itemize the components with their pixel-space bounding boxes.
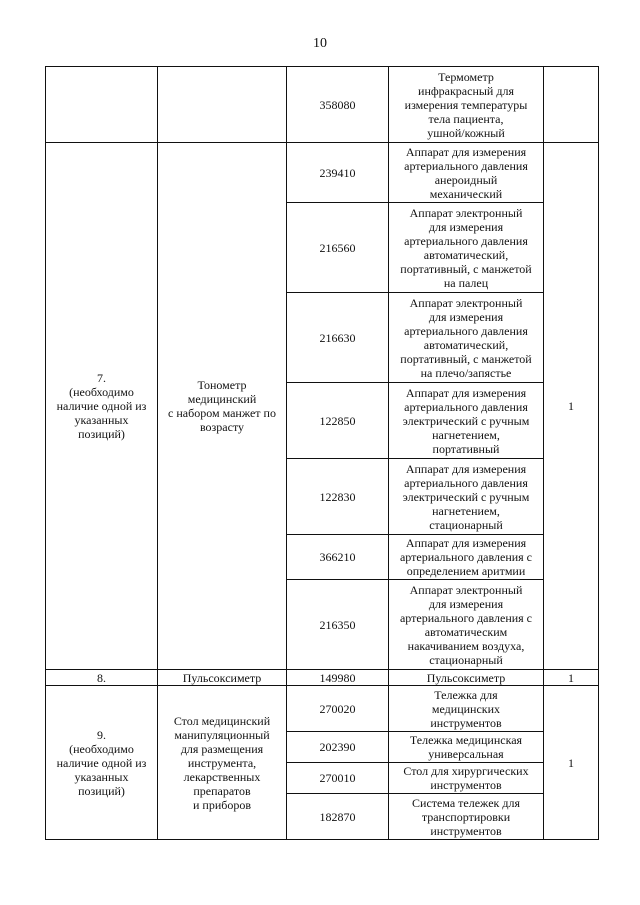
quantity-cell: 1: [544, 686, 599, 840]
description-line: автоматическим: [424, 624, 508, 639]
name-line: препаратов: [193, 783, 251, 798]
code-cell: 182870: [287, 794, 389, 840]
description-line: Аппарат для измерения: [405, 536, 527, 550]
name-line: Стол медицинский: [173, 713, 271, 728]
description-line: артериального давления: [404, 158, 528, 173]
code-cell: 239410: [287, 143, 389, 203]
position-line: (необходимо: [69, 741, 134, 756]
description-cell: [389, 67, 544, 143]
quantity-cell: 1: [544, 143, 599, 670]
description-line: механический: [429, 186, 503, 201]
description-line: Аппарат для измерения: [405, 461, 527, 476]
table-row: [46, 670, 599, 686]
description-line: артериального давления: [404, 475, 528, 490]
page-number: 10: [313, 36, 327, 51]
name-line: Тонометр: [197, 378, 247, 392]
name-line: лекарственных: [183, 769, 261, 784]
description-cell: [389, 459, 544, 535]
table-body: [46, 67, 599, 840]
position-line: указанных: [74, 769, 129, 784]
position-line: 9.: [97, 727, 106, 742]
description-line: стационарный: [429, 517, 503, 532]
description-line: артериального давления: [404, 323, 528, 338]
code-cell: 122850: [287, 383, 389, 459]
description-line: Аппарат электронный: [409, 205, 523, 220]
name-cell: Пульсоксиметр: [158, 670, 287, 686]
code-cell: 270010: [287, 763, 389, 794]
description-line: для измерения: [428, 596, 504, 611]
position-line: 7.: [97, 371, 106, 385]
description-line: инструментов: [430, 778, 502, 792]
description-line: универсальная: [428, 747, 504, 761]
code-cell: 149980: [287, 670, 389, 686]
quantity-cell: 1: [544, 670, 599, 686]
position-line: (необходимо: [69, 385, 134, 399]
description-line: Термометр: [438, 69, 494, 84]
description-line: медицинских: [431, 701, 501, 716]
position-line: позиций): [78, 427, 125, 441]
description-line: инфракрасный для: [418, 83, 514, 98]
description-line: Аппарат электронный: [409, 295, 523, 310]
description-line: анероидный: [434, 172, 498, 187]
name-cell: [158, 686, 287, 840]
table-row: [46, 143, 599, 203]
description-line: артериального давления: [404, 399, 528, 414]
code-cell: 366210: [287, 535, 389, 580]
name-line: и приборов: [192, 797, 252, 812]
description-line: Стол для хирургических: [403, 764, 529, 778]
position-cell: [46, 67, 158, 143]
description-line: тела пациента,: [428, 111, 504, 126]
name-line: инструмента,: [187, 755, 257, 770]
description-line: инструментов: [430, 823, 502, 838]
position-cell: 8.: [46, 670, 158, 686]
code-cell: 216560: [287, 203, 389, 293]
description-line: автоматический,: [423, 337, 509, 352]
description-line: ушной/кожный: [427, 125, 505, 140]
table-row: [46, 686, 599, 732]
description-cell: [389, 686, 544, 732]
description-line: на палец: [443, 275, 489, 290]
description-cell: [389, 732, 544, 763]
description-line: определением аритмии: [406, 564, 526, 578]
description-line: портативный: [432, 441, 500, 456]
description-line: Аппарат электронный: [409, 582, 523, 597]
description-cell: [389, 143, 544, 203]
position-cell: [46, 686, 158, 840]
name-line: с набором манжет по: [168, 406, 276, 420]
description-line: электрический с ручным: [402, 413, 530, 428]
description-line: Тележка для: [434, 687, 498, 702]
name-cell: [158, 143, 287, 670]
description-cell: [389, 203, 544, 293]
description-line: артериального давления с: [399, 610, 533, 625]
description-line: Тележка медицинская: [409, 733, 523, 747]
description-line: электрический с ручным: [402, 489, 530, 504]
description-line: накачиванием воздуха,: [407, 638, 525, 653]
description-cell: Пульсоксиметр: [389, 670, 544, 686]
description-line: на плечо/запястье: [420, 365, 512, 380]
description-cell: [389, 580, 544, 670]
quantity-cell: [544, 67, 599, 143]
name-line: для размещения: [180, 741, 264, 756]
description-line: нагнетением,: [432, 427, 500, 442]
code-cell: 270020: [287, 686, 389, 732]
description-cell: [389, 383, 544, 459]
description-line: портативный, с манжетой: [400, 261, 532, 276]
table-row: [46, 67, 599, 143]
position-cell: [46, 143, 158, 670]
description-line: для измерения: [428, 219, 504, 234]
description-line: транспортировки: [421, 809, 511, 824]
name-line: медицинский: [187, 392, 257, 406]
description-line: для измерения: [428, 309, 504, 324]
description-line: стационарный: [429, 652, 503, 667]
description-cell: [389, 763, 544, 794]
position-line: указанных: [74, 413, 129, 427]
description-line: измерения температуры: [404, 97, 528, 112]
code-cell: 122830: [287, 459, 389, 535]
description-cell: [389, 794, 544, 840]
code-cell: 216630: [287, 293, 389, 383]
name-line: манипуляционный: [174, 727, 270, 742]
description-line: Система тележек для: [412, 795, 520, 810]
position-line: позиций): [78, 783, 125, 798]
equipment-table: [45, 66, 599, 840]
position-line: наличие одной из: [56, 399, 147, 413]
name-cell: [158, 67, 287, 143]
description-line: Аппарат для измерения: [405, 144, 527, 159]
code-cell: 216350: [287, 580, 389, 670]
description-line: Аппарат для измерения: [405, 385, 527, 400]
description-line: автоматический,: [423, 247, 509, 262]
description-line: портативный, с манжетой: [400, 351, 532, 366]
description-cell: [389, 535, 544, 580]
name-line: возрасту: [199, 420, 245, 434]
position-line: наличие одной из: [56, 755, 147, 770]
description-cell: [389, 293, 544, 383]
description-line: нагнетением,: [432, 503, 500, 518]
code-cell: 358080: [287, 67, 389, 143]
description-line: артериального давления: [404, 233, 528, 248]
description-line: артериального давления с: [399, 550, 533, 564]
code-cell: 202390: [287, 732, 389, 763]
description-line: инструментов: [430, 715, 502, 730]
